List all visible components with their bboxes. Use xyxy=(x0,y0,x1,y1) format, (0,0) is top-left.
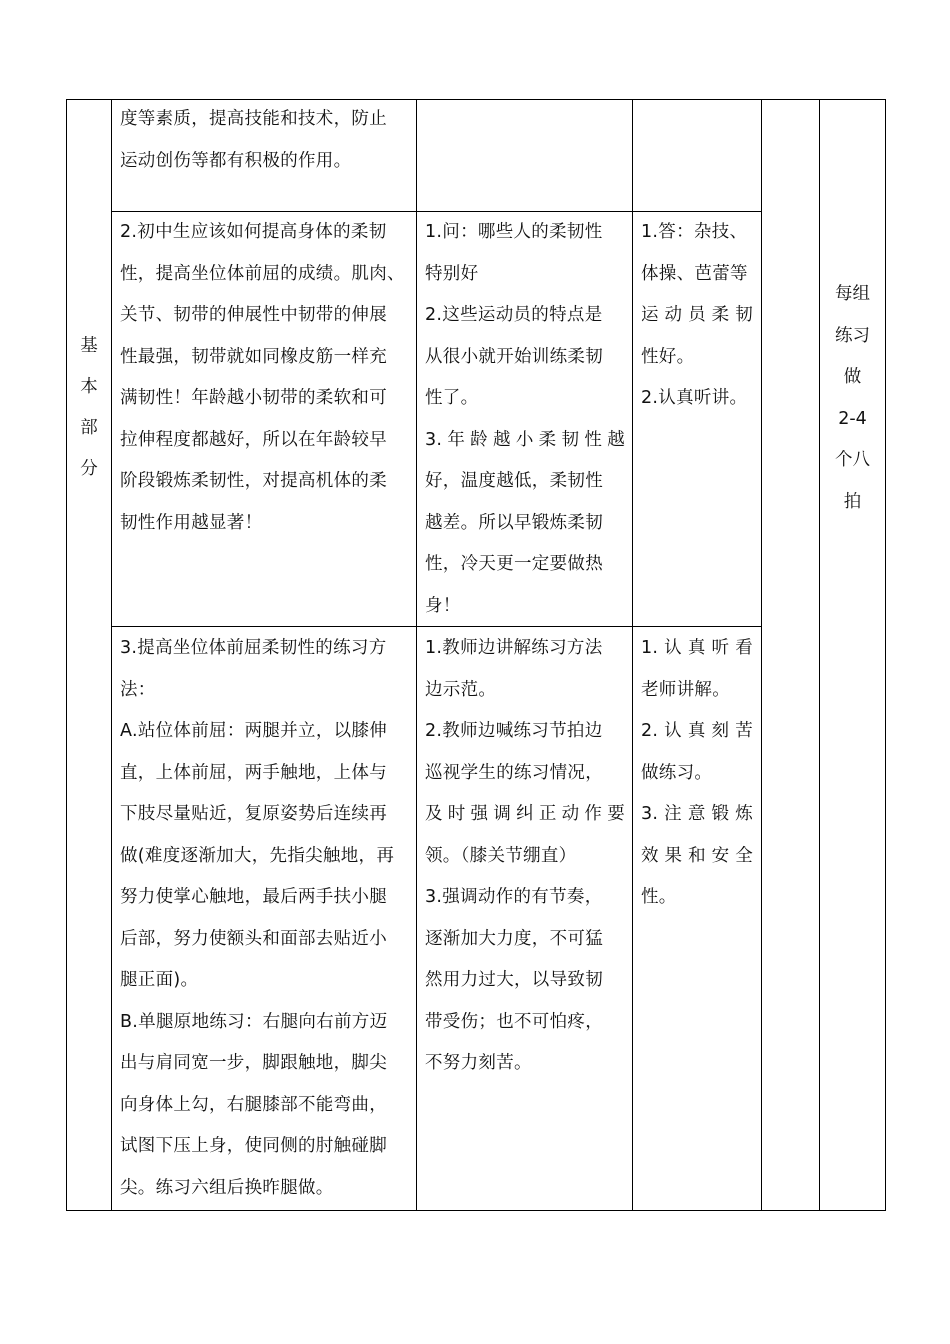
content-line: 后部，努力使额头和面部去贴近小 xyxy=(120,928,387,949)
teacher-line: 领。（膝关节绷直） xyxy=(425,845,577,866)
teacher-line: 3.年龄越小柔韧性越 xyxy=(425,429,625,450)
content-line: 2.初中生应该如何提高身体的柔韧 xyxy=(120,222,387,242)
col-divider-3 xyxy=(632,99,633,1211)
content-line: 尖。练习六组后换昨腿做。 xyxy=(120,1177,334,1198)
table-border-bottom xyxy=(66,1210,886,1211)
practice-note-line: 2-4 xyxy=(838,408,867,429)
practice-note xyxy=(820,274,885,523)
teacher-line: 特别好 xyxy=(425,263,479,284)
content-line: 腿正面)。 xyxy=(120,970,199,990)
row3-content-cell xyxy=(120,628,410,1209)
row3-student-cell xyxy=(641,628,753,919)
student-line: 1.认真听看 xyxy=(641,638,753,658)
student-line: 性好。 xyxy=(641,346,695,367)
practice-note-line: 拍 xyxy=(843,491,862,512)
teacher-line: 不努力刻苦。 xyxy=(425,1053,532,1073)
teacher-line: 好，温度越低，柔韧性 xyxy=(425,471,603,491)
lesson-plan-table xyxy=(66,99,886,1211)
teacher-line: 从很小就开始训练柔韧 xyxy=(425,346,603,367)
row2-teacher-cell xyxy=(425,212,625,627)
teacher-line: 性了。 xyxy=(425,388,479,408)
content-line: 3.提高坐位体前屈柔韧性的练习方 xyxy=(120,638,387,658)
content-line: 直，上体前屈，两手触地，上体与 xyxy=(120,762,387,783)
teacher-line: 身！ xyxy=(425,595,461,616)
student-line: 性。 xyxy=(641,887,677,907)
table-border-left xyxy=(66,99,67,1211)
teacher-line: 性，冷天更一定要做热 xyxy=(425,554,603,574)
section-label-char: 基 xyxy=(80,336,98,356)
student-line: 运动员柔韧 xyxy=(641,305,753,325)
practice-note-line: 个八 xyxy=(835,450,870,470)
student-line: 老师讲解。 xyxy=(641,679,730,700)
content-line: 努力使掌心触地，最后两手扶小腿 xyxy=(120,887,387,907)
content-line: 阶段锻炼柔韧性，对提高机体的柔 xyxy=(120,471,387,491)
content-line: 法： xyxy=(120,679,156,700)
col-divider-2 xyxy=(416,99,417,1211)
content-line: 拉伸程度都越好，所以在年龄较早 xyxy=(120,429,387,450)
section-label-char: 部 xyxy=(80,418,98,438)
content-line: 试图下压上身，使同侧的肘触碰脚 xyxy=(120,1136,387,1156)
content-line: 关节、韧带的伸展性中韧带的伸展 xyxy=(120,305,387,325)
content-line: 做(难度逐渐加大，先指尖触地，再 xyxy=(120,845,395,866)
teacher-line: 3.强调动作的有节奏， xyxy=(425,887,603,907)
teacher-line: 边示范。 xyxy=(425,679,497,700)
col-divider-5 xyxy=(819,99,820,1211)
teacher-line: 1.教师边讲解练习方法 xyxy=(425,638,603,658)
teacher-line: 带受伤；也不可怕疼， xyxy=(425,1011,603,1032)
content-line: A.站位体前屈：两腿并立，以膝伸 xyxy=(120,721,388,741)
content-line: 满韧性！年龄越小韧带的柔软和可 xyxy=(120,388,387,408)
student-line: 3.注意锻炼 xyxy=(641,804,753,824)
teacher-line: 2.这些运动员的特点是 xyxy=(425,305,603,325)
teacher-line: 1.问：哪些人的柔韧性 xyxy=(425,222,603,242)
teacher-line: 逐渐加大力度，不可猛 xyxy=(425,928,603,949)
row2-content-cell xyxy=(120,212,410,544)
row1-content-cell xyxy=(120,99,410,182)
content-line: B.单腿原地练习：右腿向右前方迈 xyxy=(120,1011,388,1032)
col-divider-4 xyxy=(761,99,762,1211)
content-line: 向身体上勾，右腿膝部不能弯曲， xyxy=(120,1094,387,1115)
section-label-char: 分 xyxy=(80,459,98,479)
content-line: 性，提高坐位体前屈的成绩。肌肉、 xyxy=(120,263,405,284)
teacher-line: 2.教师边喊练习节拍边 xyxy=(425,721,603,741)
practice-note-line: 做 xyxy=(843,367,862,387)
student-line: 体操、芭蕾等 xyxy=(641,263,748,284)
col-divider-1 xyxy=(111,99,112,1211)
content-line: 下肢尽量贴近，复原姿势后连续再 xyxy=(120,804,387,824)
section-label xyxy=(66,326,112,490)
teacher-line: 然用力过大，以导致韧 xyxy=(425,970,603,990)
student-line: 做练习。 xyxy=(641,762,713,783)
teacher-line: 越差。所以早锻炼柔韧 xyxy=(425,512,603,533)
content-line: 韧性作用越显著！ xyxy=(120,512,263,533)
practice-note-line: 练习 xyxy=(835,325,870,346)
content-line: 性最强，韧带就如同橡皮筋一样充 xyxy=(120,346,387,367)
row3-teacher-cell xyxy=(425,628,625,1085)
practice-note-line: 每组 xyxy=(835,284,870,304)
teacher-line: 及时强调纠正动作要 xyxy=(425,804,625,824)
content-line: 运动创伤等都有积极的作用。 xyxy=(120,150,352,171)
section-label-char: 本 xyxy=(80,377,98,397)
teacher-line: 巡视学生的练习情况， xyxy=(425,762,603,783)
content-line: 度等素质，提高技能和技术，防止 xyxy=(120,109,387,129)
table-border-right xyxy=(885,99,886,1211)
student-line: 效果和安全 xyxy=(641,845,753,866)
row2-student-cell xyxy=(641,212,753,420)
student-line: 2.认真听讲。 xyxy=(641,388,748,408)
content-line: 出与肩同宽一步，脚跟触地，脚尖 xyxy=(120,1053,387,1073)
student-line: 2.认真刻苦 xyxy=(641,721,753,741)
student-line: 1.答：杂技、 xyxy=(641,222,748,242)
